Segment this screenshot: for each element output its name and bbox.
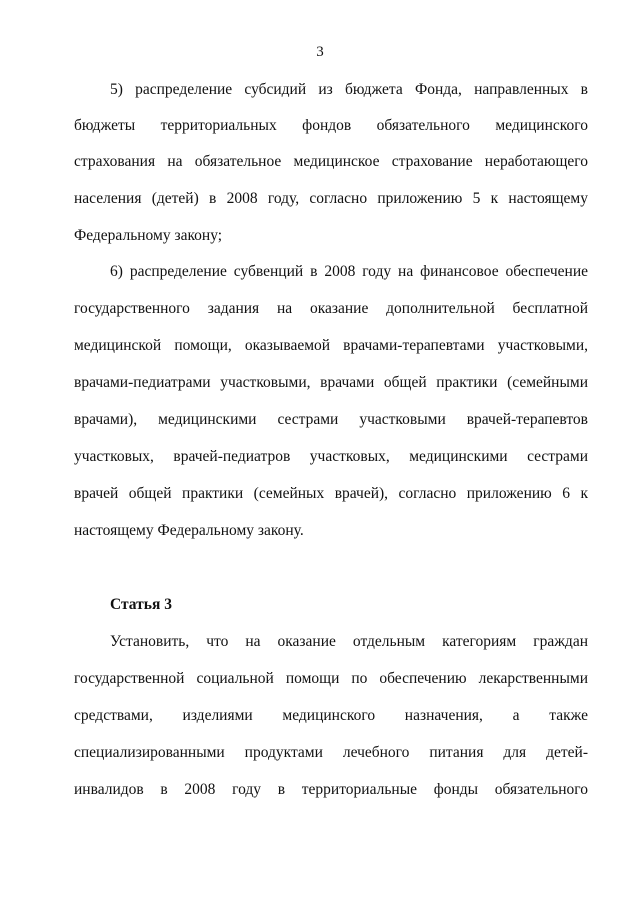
item5-line-3: страхования на обязательное медицинское страхование неработающего [74, 153, 588, 170]
item6-line-8: настоящему Федеральному закону. [74, 522, 304, 539]
item6-line-2: государственного задания на оказание дополнительной бесплатной [74, 300, 588, 317]
item5-line-1: 5) распределение субсидий из бюджета Фонда, направленных в [110, 81, 588, 98]
item5-line-5: Федеральному закону; [74, 227, 223, 244]
item5-line-2: бюджеты территориальных фондов обязательного медицинского [74, 117, 588, 134]
item6-line-3: медицинской помощи, оказываемой врачами-терапевтами участковыми, [74, 337, 588, 354]
article3-line-3: средствами, изделиями медицинского назначения, а также [74, 707, 588, 724]
article3-line-4: специализированными продуктами лечебного питания для детей- [74, 744, 588, 761]
item6-line-1: 6) распределение субвенций в 2008 году на финансовое обеспечение [110, 263, 588, 280]
article-heading: Статья 3 [110, 596, 172, 613]
item5-line-4: населения (детей) в 2008 году, согласно приложению 5 к настоящему [74, 190, 588, 207]
article3-line-1: Установить, что на оказание отдельным категориям граждан [110, 633, 588, 650]
page-number: 3 [316, 44, 324, 60]
item6-line-6: участковых, врачей-педиатров участковых, медицинскими сестрами [74, 448, 588, 465]
item6-line-4: врачами-педиатрами участковыми, врачами общей практики (семейными [74, 374, 588, 391]
article3-line-2: государственной социальной помощи по обеспечению лекарственными [74, 670, 588, 687]
article3-line-5: инвалидов в 2008 году в территориальные фонды обязательного [74, 781, 588, 798]
item6-line-7: врачей общей практики (семейных врачей), согласно приложению 6 к [74, 485, 588, 502]
item6-line-5: врачами), медицинскими сестрами участковыми врачей-терапевтов [74, 411, 588, 428]
